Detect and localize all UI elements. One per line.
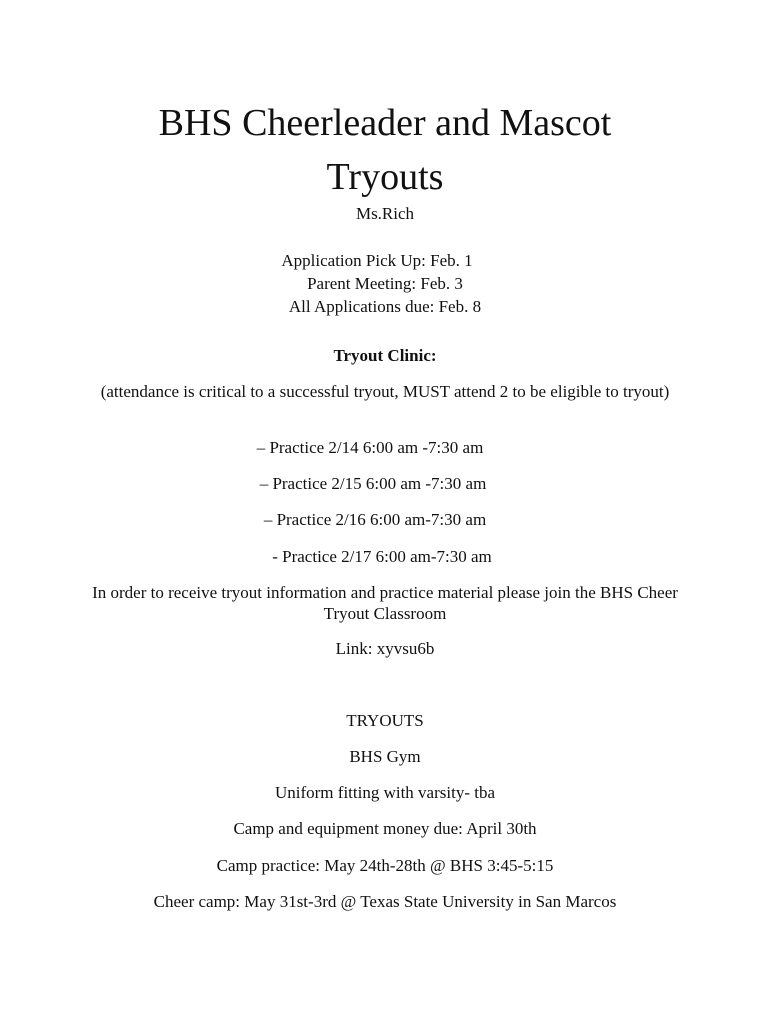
pickup-date: Application Pick Up: Feb. 1 (281, 251, 473, 270)
tryouts-heading: TRYOUTS (346, 711, 424, 730)
document-title (0, 96, 770, 204)
classroom-info: In order to receive tryout information and practice material please join the BHS Cheer Tryout Classroom (92, 583, 678, 623)
camp-practice: Camp practice: May 24th-28th @ BHS 3:45-5:15 (216, 856, 554, 875)
applications-due-date: All Applications due: Feb. 8 (288, 297, 482, 316)
money-due: Camp and equipment money due: April 30th (233, 819, 537, 838)
author: Ms.Rich (355, 204, 415, 223)
title-line-1: BHS Cheerleader and Mascot (158, 102, 612, 144)
practice-item: – Practice 2/14 6:00 am -7:30 am (256, 438, 484, 457)
classroom-link[interactable]: Link: xyvsu6b (335, 639, 435, 658)
practice-item: - Practice 2/17 6:00 am-7:30 am (272, 547, 492, 566)
practice-item: – Practice 2/15 6:00 am -7:30 am (259, 474, 487, 493)
tryouts-location: BHS Gym (349, 747, 421, 766)
practice-item: – Practice 2/16 6:00 am-7:30 am (263, 510, 487, 529)
clinic-note: (attendance is critical to a successful tryout, MUST attend 2 to be eligible to tryout) (100, 382, 670, 401)
parent-meeting-date: Parent Meeting: Feb. 3 (307, 274, 463, 293)
cheer-camp: Cheer camp: May 31st-3rd @ Texas State University in San Marcos (153, 892, 617, 911)
uniform-fitting: Uniform fitting with varsity- tba (274, 783, 496, 802)
clinic-heading: Tryout Clinic: (333, 346, 437, 365)
title-line-2: Tryouts (326, 156, 444, 198)
